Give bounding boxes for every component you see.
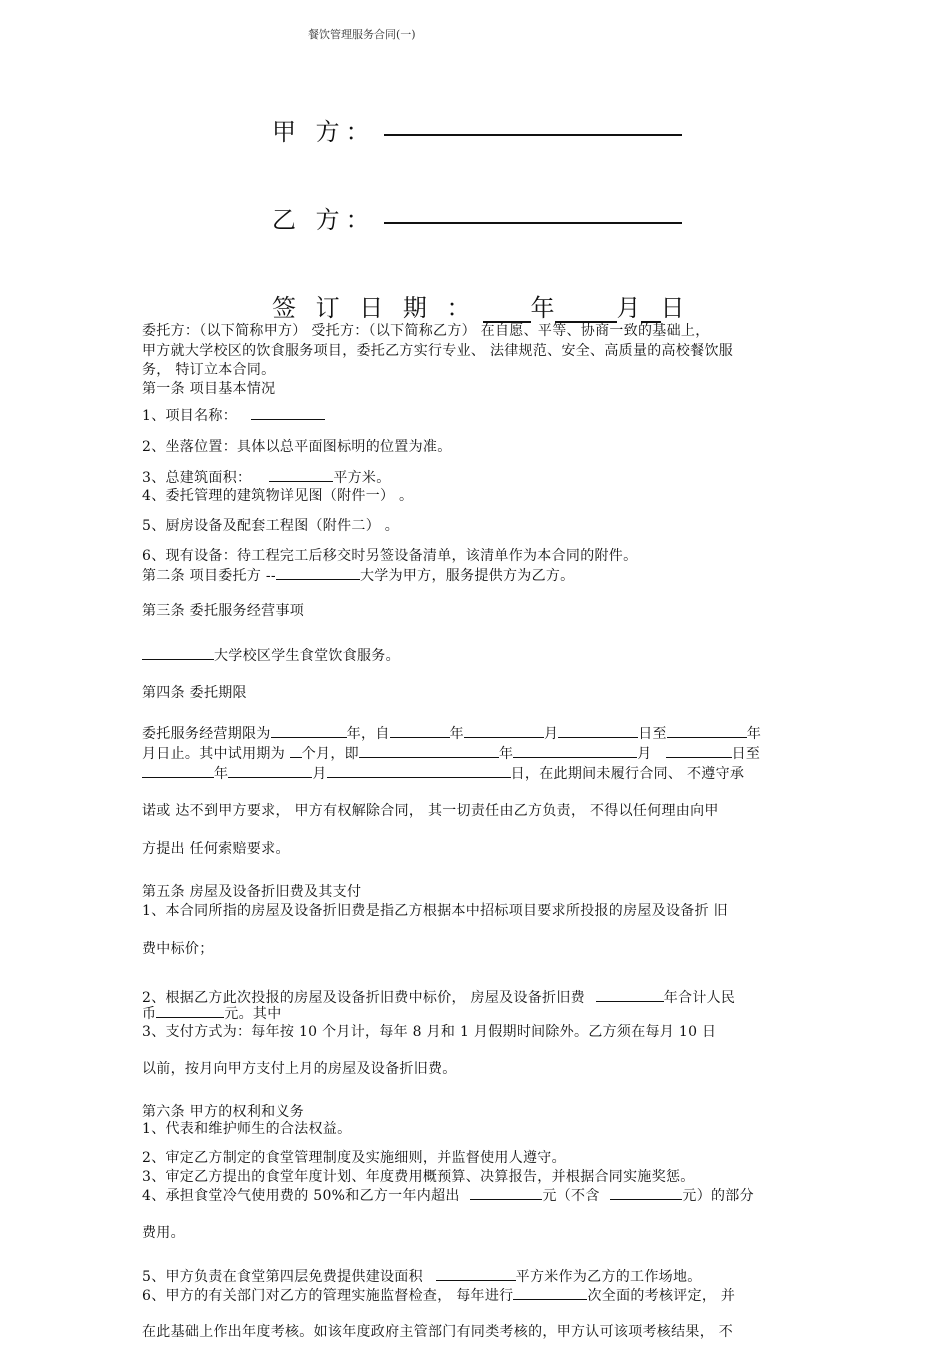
intro-line: 委托方：（以下简称甲方） 受托方：（以下简称乙方） 在自愿、平等、协商一致的基础上， xyxy=(142,323,710,339)
signing-date-label: 签 订 日 期 ： xyxy=(272,294,477,322)
article-4-line: 方提出 任何索赔要求。 xyxy=(142,841,290,857)
article-6-title: 第六条 甲方的权利和义务 xyxy=(142,1104,305,1120)
party-b-label: 乙 方： xyxy=(272,206,376,234)
date-blank[interactable] xyxy=(142,762,214,778)
project-name-blank[interactable] xyxy=(251,404,325,420)
document-header: 餐饮管理服务合同(一) xyxy=(308,28,416,41)
times-blank[interactable] xyxy=(513,1284,587,1300)
rmb-blank[interactable] xyxy=(156,1002,224,1018)
article-5-line: 1、本合同所指的房屋及设备折旧费是指乙方根据本中招标项目要求所投报的房屋及设备折 旧 xyxy=(142,903,728,919)
area-blank[interactable] xyxy=(436,1265,516,1281)
article-5-line: 以前，按月向甲方支付上月的房屋及设备折旧费。 xyxy=(142,1061,457,1077)
article-4-line: 年 月 日，在此期间未履行合同、 不遵守承 xyxy=(142,762,744,783)
article-2: 第二条 项目委托方 -- 大学为甲方，服务提供方为乙方。 xyxy=(142,564,574,585)
article-1-item: 6、现有设备：待工程完工后移交时另签设备清单，该清单作为本合同的附件。 xyxy=(142,548,638,564)
party-b-blank[interactable] xyxy=(384,222,682,224)
date-blank[interactable] xyxy=(228,762,312,778)
article-3-body: 大学校区学生食堂饮食服务。 xyxy=(142,644,400,665)
article-1-item: 5、厨房设备及配套工程图（附件二） 。 xyxy=(142,518,400,534)
signing-month-blank[interactable] xyxy=(555,295,617,323)
date-blank[interactable] xyxy=(464,722,544,738)
party-a-label: 甲 方： xyxy=(272,118,376,146)
cost-blank[interactable] xyxy=(470,1184,542,1200)
date-blank[interactable] xyxy=(513,742,637,758)
article-1-title: 第一条 项目基本情况 xyxy=(142,381,276,397)
term-blank[interactable] xyxy=(271,722,347,738)
article-6-item: 1、代表和维护师生的合法权益。 xyxy=(142,1121,352,1137)
signing-date xyxy=(272,288,685,323)
date-blank[interactable] xyxy=(327,762,511,778)
article-6-item: 费用。 xyxy=(142,1225,185,1241)
date-blank[interactable] xyxy=(558,722,638,738)
party-a-blank[interactable] xyxy=(384,134,682,136)
date-blank[interactable] xyxy=(666,742,732,758)
article-6-item: 3、审定乙方提出的食堂年度计划、年度费用概预算、决算报告，并根据合同实施奖惩。 xyxy=(142,1169,695,1185)
article-5-title: 第五条 房屋及设备折旧费及其支付 xyxy=(142,884,362,900)
trial-blank[interactable] xyxy=(290,742,302,758)
campus-blank[interactable] xyxy=(142,644,214,660)
signing-year-blank[interactable] xyxy=(483,295,531,323)
intro-line: 甲方就大学校区的饮食服务项目，委托乙方实行专业、 法律规范、安全、高质量的高校餐饮服 xyxy=(142,343,734,359)
article-5-line: 费中标价； xyxy=(142,941,214,957)
university-blank[interactable] xyxy=(276,564,360,580)
signing-day-blank[interactable] xyxy=(641,295,661,323)
article-1-item: 3、总建筑面积： 平方米。 xyxy=(142,466,391,487)
date-blank[interactable] xyxy=(359,742,499,758)
article-6-item: 在此基础上作出年度考核。如该年度政府主管部门有同类考核的，甲方认可该项考核结果， 不 xyxy=(142,1324,734,1340)
article-4-title: 第四条 委托期限 xyxy=(142,685,247,701)
article-6-item: 6、甲方的有关部门对乙方的管理实施监督检查， 每年进行 次全面的考核评定， 并 xyxy=(142,1284,735,1305)
article-4-line: 诺或 达不到甲方要求， 甲方有权解除合同， 其一切责任由乙方负责， 不得以任何理由向甲 xyxy=(142,803,719,819)
article-4-line: 月日止。其中试用期为 个月，即 年 月 日至 xyxy=(142,742,760,763)
article-5-line: 3、支付方式为：每年按 10 个月计，每年 8 月和 1 月假期时间除外。乙方须在每月 10 日 xyxy=(142,1024,717,1040)
article-1-item: 1、项目名称： xyxy=(142,404,325,425)
intro-line: 务， 特订立本合同。 xyxy=(142,362,276,378)
article-5-line: 2、根据乙方此次投报的房屋及设备折旧费中标价， 房屋及设备折旧费 年合计人民 xyxy=(142,986,735,1007)
signing-month-label: 月 xyxy=(616,294,641,322)
article-4-line: 委托服务经营期限为 年，自 年 月 日至 年 xyxy=(142,722,761,743)
date-blank[interactable] xyxy=(667,722,747,738)
article-1-item: 4、委托管理的建筑物详见图（附件一） 。 xyxy=(142,488,414,504)
article-1-item: 2、坐落位置：具体以总平面图标明的位置为准。 xyxy=(142,439,452,455)
date-blank[interactable] xyxy=(390,722,450,738)
depreciation-blank[interactable] xyxy=(596,986,664,1002)
cost-blank[interactable] xyxy=(610,1184,682,1200)
article-5-line: 币 元。其中 xyxy=(142,1002,282,1023)
signing-day-label: 日 xyxy=(660,294,685,322)
area-blank[interactable] xyxy=(269,466,333,482)
signing-year-label: 年 xyxy=(530,294,555,322)
article-6-item: 5、甲方负责在食堂第四层免费提供建设面积 平方米作为乙方的工作场地。 xyxy=(142,1265,702,1286)
article-3-title: 第三条 委托服务经营事项 xyxy=(142,603,305,619)
article-6-item: 2、审定乙方制定的食堂管理制度及实施细则，并监督使用人遵守。 xyxy=(142,1150,566,1166)
article-6-item: 4、承担食堂冷气使用费的 50%和乙方一年内超出 元（不含 元）的部分 xyxy=(142,1184,754,1205)
